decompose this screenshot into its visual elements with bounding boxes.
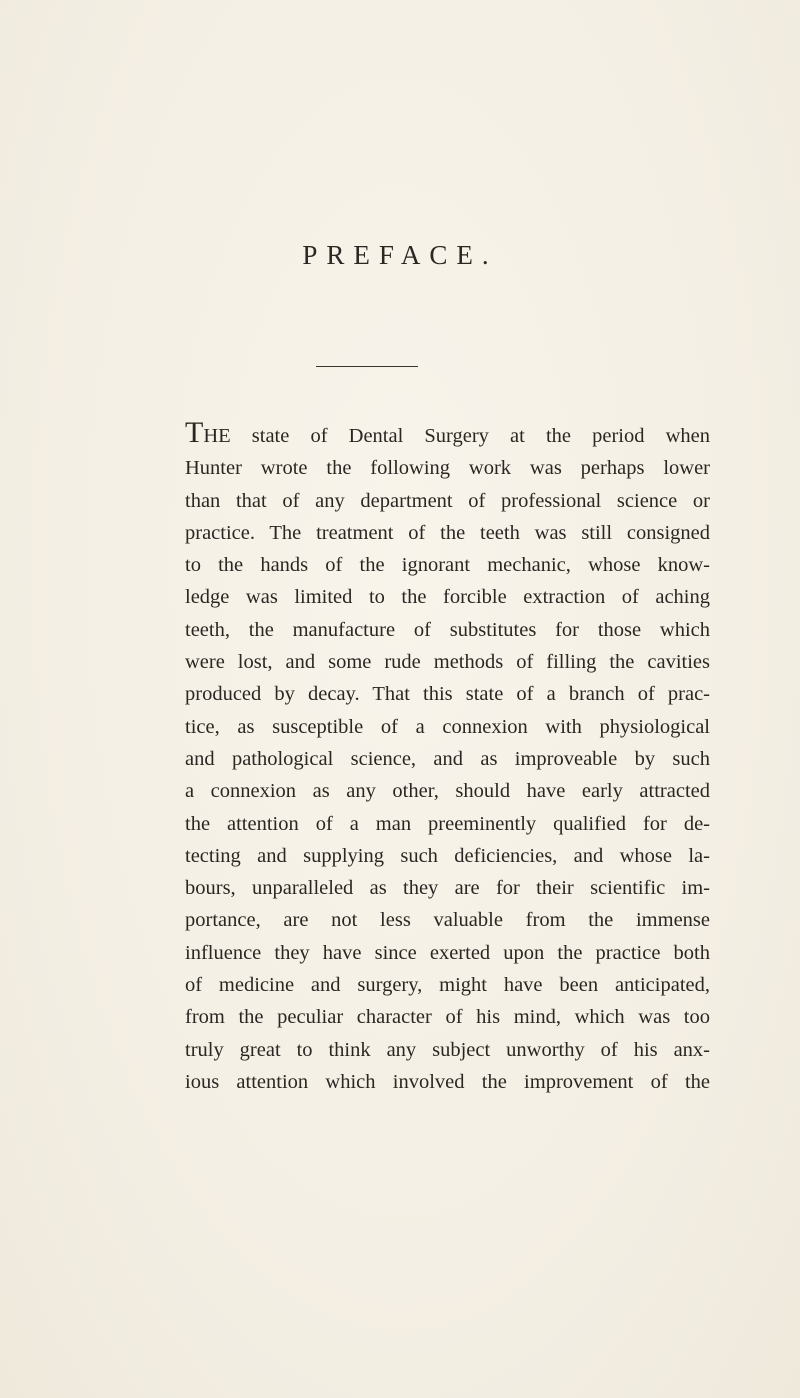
text-line: tice, as susceptible of a connexion with physiological xyxy=(185,715,710,738)
text-line: portance, are not less valuable from the immense xyxy=(185,909,710,932)
text-line: tecting and supplying such deficiencies, and whose la- xyxy=(185,844,710,867)
text-line: to the hands of the ignorant mechanic, whose know- xyxy=(185,554,710,577)
text-line: from the peculiar character of his mind, which was too xyxy=(185,1006,710,1029)
text-line: were lost, and some rude methods of filling the cavities xyxy=(185,651,710,674)
text-line: teeth, the manufacture of substitutes for those which xyxy=(185,618,710,641)
text-line: practice. The treatment of the teeth was still consigned xyxy=(185,521,710,544)
text-line: ious attention which involved the improvement of the xyxy=(185,1070,710,1093)
decorative-rule xyxy=(316,366,418,367)
text-line: bours, unparalleled as they are for their scientific im- xyxy=(185,877,710,900)
text-line: ledge was limited to the forcible extraction of aching xyxy=(185,586,710,609)
text-line: truly great to think any subject unworthy of his anx- xyxy=(185,1038,710,1061)
text-line: the attention of a man preeminently qualified for de- xyxy=(185,812,710,835)
text-line xyxy=(185,416,710,452)
first-word-rest: HE xyxy=(203,425,231,447)
page-heading: PREFACE. xyxy=(302,240,498,270)
text-line: of medicine and surgery, might have been anticipated, xyxy=(185,974,710,997)
preface-body xyxy=(185,416,710,1098)
text-line: a connexion as any other, should have early attracted xyxy=(185,780,710,803)
text-line: produced by decay. That this state of a branch of prac- xyxy=(185,683,710,706)
initial-capital: T xyxy=(185,416,204,449)
text-line: than that of any department of professional science or xyxy=(185,489,710,512)
text-line: Hunter wrote the following work was perhaps lower xyxy=(185,457,710,480)
first-line-text: state of Dental Surgery at the period when xyxy=(230,425,710,447)
text-line: and pathological science, and as improveable by such xyxy=(185,747,710,770)
text-line: influence they have since exerted upon the practice both xyxy=(185,941,710,964)
